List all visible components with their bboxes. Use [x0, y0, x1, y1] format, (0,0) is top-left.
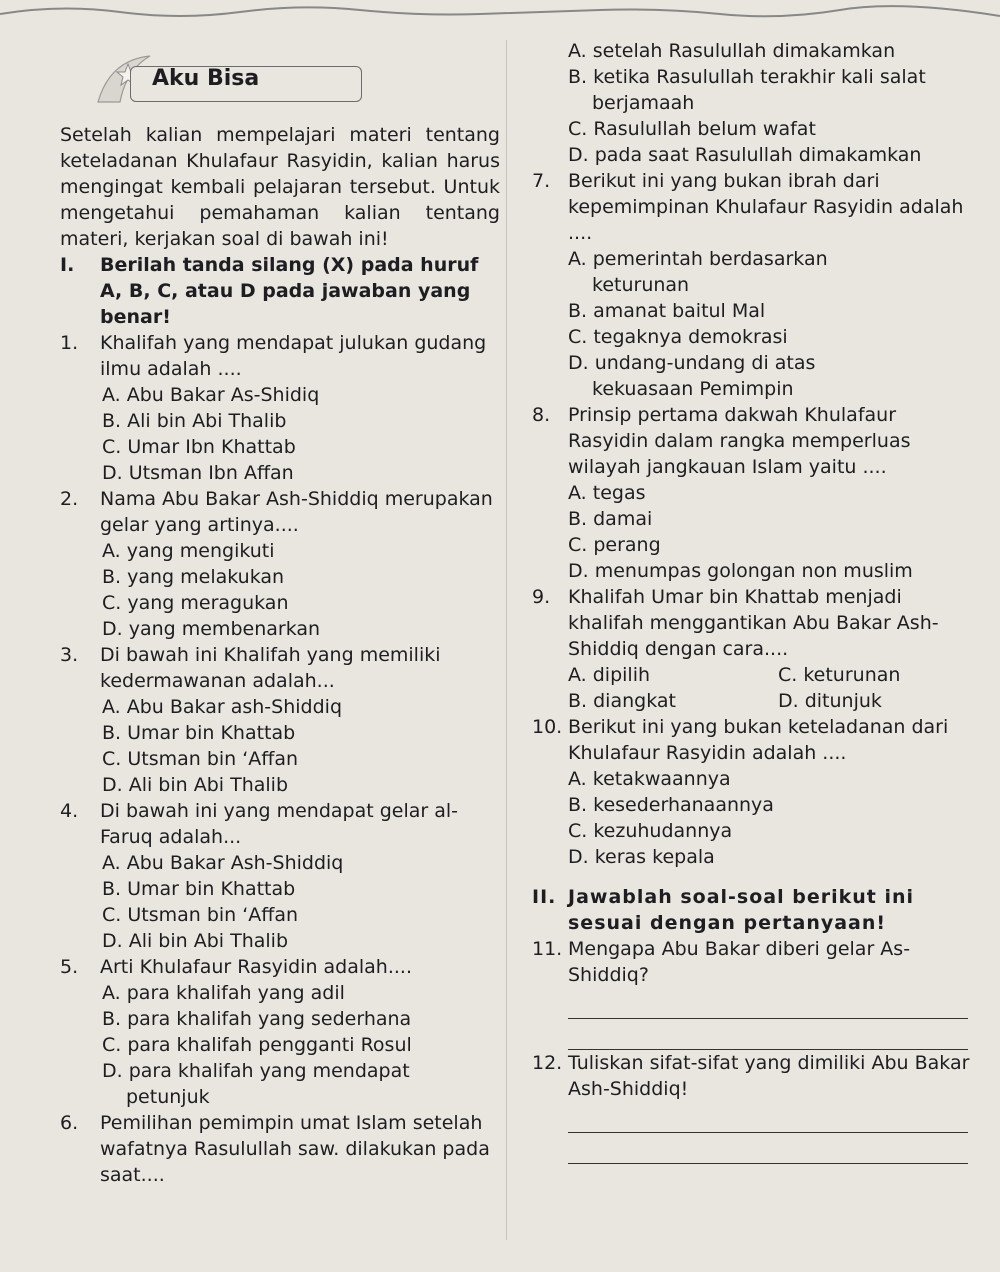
- option-a[interactable]: A. yang mengikuti: [102, 540, 275, 562]
- column-divider: [506, 40, 507, 1240]
- question-3: [60, 642, 500, 694]
- option-a[interactable]: A. Abu Bakar ash-Shiddiq: [102, 696, 343, 718]
- question-12: [532, 1050, 982, 1102]
- option-c[interactable]: C. perang: [568, 534, 661, 556]
- right-column: [532, 38, 982, 1164]
- options-4: [60, 850, 500, 954]
- option-b[interactable]: B. Umar bin Khattab: [102, 878, 296, 900]
- option-b[interactable]: B. Ali bin Abi Thalib: [102, 410, 287, 432]
- header-title: Aku Bisa: [152, 66, 260, 91]
- question-2: [60, 486, 500, 538]
- options-8: [532, 480, 982, 584]
- question-number: 1.: [60, 332, 79, 354]
- section2-heading: [532, 884, 982, 936]
- top-wave-decoration: [0, 0, 1000, 30]
- question-number: 6.: [60, 1112, 79, 1134]
- intro-text: Setelah kalian mempelajari materi tentang keteladanan Khulafaur Rasyidin, kalian harus mengingat kembali pelajaran tersebut. Untuk mengetahui pemahaman kalian tentang materi, kerjakan soal di bawah ini!: [60, 124, 500, 250]
- option-b[interactable]: B. para khalifah yang sederhana: [102, 1008, 412, 1030]
- options-5: [60, 980, 500, 1110]
- section2-number: II.: [532, 886, 557, 908]
- option-d[interactable]: D. para khalifah yang mendapat petunjuk: [102, 1060, 410, 1108]
- question-number: 3.: [60, 644, 79, 666]
- section1-title: Berilah tanda silang (X) pada huruf A, B, C, atau D pada jawaban yang benar!: [100, 254, 479, 328]
- options-10: [532, 766, 982, 870]
- question-4: [60, 798, 500, 850]
- option-a[interactable]: A. tegas: [568, 482, 646, 504]
- question-text: Pemilihan pemimpin umat Islam setelah wafatnya Rasulullah saw. dilakukan pada saat....: [100, 1112, 490, 1186]
- option-b[interactable]: B. ketika Rasulullah terakhir kali salat berjamaah: [568, 66, 926, 114]
- option-d[interactable]: D. Ali bin Abi Thalib: [102, 930, 289, 952]
- options-3: [60, 694, 500, 798]
- question-1: [60, 330, 500, 382]
- option-b[interactable]: B. diangkat: [568, 690, 676, 712]
- left-column: [60, 60, 500, 1188]
- question-text: Di bawah ini Khalifah yang memiliki kedermawanan adalah...: [100, 644, 441, 692]
- question-number: 10.: [532, 716, 563, 738]
- option-a[interactable]: A. para khalifah yang adil: [102, 982, 345, 1004]
- option-c[interactable]: C. Utsman bin ‘Affan: [102, 748, 299, 770]
- question-number: 8.: [532, 404, 551, 426]
- option-b[interactable]: B. damai: [568, 508, 653, 530]
- question-5: [60, 954, 500, 980]
- option-d[interactable]: D. keras kepala: [568, 846, 715, 868]
- option-a[interactable]: A. ketakwaannya: [568, 768, 731, 790]
- question-text: Mengapa Abu Bakar diberi gelar As-Shiddiq?: [568, 938, 911, 986]
- option-c[interactable]: C. Utsman bin ‘Affan: [102, 904, 299, 926]
- options-6: [532, 38, 982, 168]
- option-d[interactable]: D. Utsman Ibn Affan: [102, 462, 294, 484]
- question-text: Khalifah Umar bin Khattab menjadi khalifah menggantikan Abu Bakar Ash-Shiddiq dengan cara....: [568, 586, 939, 660]
- answer-line[interactable]: [568, 994, 968, 1019]
- answer-line[interactable]: [568, 1108, 968, 1133]
- option-a[interactable]: A. Abu Bakar As-Shidiq: [102, 384, 320, 406]
- option-c[interactable]: C. keturunan: [778, 664, 901, 686]
- question-number: 9.: [532, 586, 551, 608]
- option-c[interactable]: C. yang meragukan: [102, 592, 289, 614]
- option-c[interactable]: C. kezuhudannya: [568, 820, 733, 842]
- question-7: [532, 168, 982, 246]
- answer-line[interactable]: [568, 1139, 968, 1164]
- options-9: [532, 662, 982, 714]
- option-a[interactable]: A. setelah Rasulullah dimakamkan: [568, 40, 896, 62]
- option-d[interactable]: D. ditunjuk: [778, 690, 882, 712]
- question-number: 2.: [60, 488, 79, 510]
- question-text: Prinsip pertama dakwah Khulafaur Rasyidin dalam rangka memperluas wilayah jangkauan Islam yaitu ....: [568, 404, 911, 478]
- option-d[interactable]: D. menumpas golongan non muslim: [568, 560, 913, 582]
- question-number: 12.: [532, 1052, 563, 1074]
- option-a[interactable]: A. Abu Bakar Ash-Shiddiq: [102, 852, 344, 874]
- question-number: 4.: [60, 800, 79, 822]
- options-1: [60, 382, 500, 486]
- option-b[interactable]: B. amanat baitul Mal: [568, 300, 766, 322]
- option-d[interactable]: D. Ali bin Abi Thalib: [102, 774, 289, 796]
- question-10: [532, 714, 982, 766]
- question-text: Di bawah ini yang mendapat gelar al-Faruq adalah...: [100, 800, 459, 848]
- option-d[interactable]: D. yang membenarkan: [102, 618, 321, 640]
- question-11: [532, 936, 982, 988]
- question-8: [532, 402, 982, 480]
- option-d[interactable]: D. pada saat Rasulullah dimakamkan: [568, 144, 922, 166]
- option-a[interactable]: A. pemerintah berdasarkan keturunan: [568, 248, 828, 296]
- question-9: [532, 584, 982, 662]
- question-text: Khalifah yang mendapat julukan gudang ilmu adalah ....: [100, 332, 487, 380]
- option-c[interactable]: C. para khalifah pengganti Rosul: [102, 1034, 412, 1056]
- question-text: Arti Khulafaur Rasyidin adalah....: [100, 956, 413, 978]
- section1-number: I.: [60, 254, 75, 276]
- question-6: [60, 1110, 500, 1188]
- options-2: [60, 538, 500, 642]
- option-b[interactable]: B. Umar bin Khattab: [102, 722, 296, 744]
- question-text: Berikut ini yang bukan keteladanan dari Khulafaur Rasyidin adalah ....: [568, 716, 949, 764]
- question-text: Nama Abu Bakar Ash-Shiddiq merupakan gelar yang artinya....: [100, 488, 493, 536]
- options-7: [532, 246, 982, 402]
- answer-line[interactable]: [568, 1025, 968, 1050]
- aku-bisa-header: [90, 60, 500, 104]
- section1-heading: [60, 252, 500, 330]
- option-a[interactable]: A. dipilih: [568, 664, 651, 686]
- question-number: 7.: [532, 170, 551, 192]
- question-number: 11.: [532, 938, 563, 960]
- option-c[interactable]: C. Rasulullah belum wafat: [568, 118, 816, 140]
- option-c[interactable]: C. tegaknya demokrasi: [568, 326, 788, 348]
- option-b[interactable]: B. yang melakukan: [102, 566, 285, 588]
- option-b[interactable]: B. kesederhanaannya: [568, 794, 774, 816]
- question-number: 5.: [60, 956, 79, 978]
- option-c[interactable]: C. Umar Ibn Khattab: [102, 436, 296, 458]
- section2-title: Jawablah soal-soal berikut ini sesuai dengan pertanyaan!: [568, 886, 915, 934]
- option-d[interactable]: D. undang-undang di atas kekuasaan Pemimpin: [568, 352, 816, 400]
- question-text: Berikut ini yang bukan ibrah dari kepemimpinan Khulafaur Rasyidin adalah ....: [568, 170, 964, 244]
- question-text: Tuliskan sifat-sifat yang dimiliki Abu Bakar Ash-Shiddiq!: [568, 1052, 970, 1100]
